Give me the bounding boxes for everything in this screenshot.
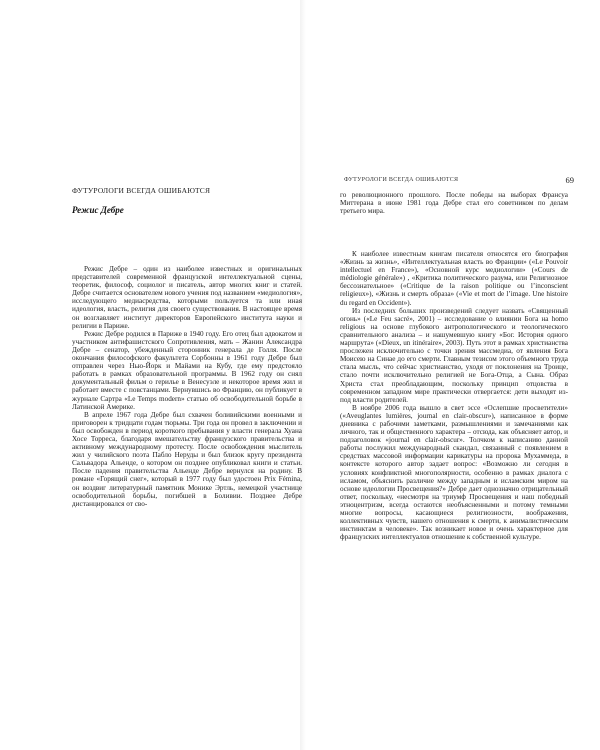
left-paragraph-1: Режис Дебре – один из наиболее известных и оригинальных представителей современной французской интеллектуальной сцены, теоретик, философ, социолог и писатель, автор многих книг и статей. Дебре считается основателем нового учения под названием «медиология», исследующего медиасредства, которыми пользуется та или иная идеология, власть, религия для своего существования. В настоящее время он возглавляет институт директоров Европейского института науки и религии в Париже. xyxy=(72,265,302,330)
left-text-column xyxy=(72,265,302,508)
left-paragraph-2: Режис Дебре родился в Париже в 1940 году. Его отец был адвокатом и участником антифашистского Сопротивления, мать – Жанин Александра Дебре – сенатор, убежденный сторонник генерала де Голля. После окончания философского факультета Сорбонны в 1961 году Дебре был отправлен через Нью-Йорк и Майами на Кубу, где ему предстояло работать в рамках образовательной программы. В 1962 году он снял документальный фильм о герилье в Венесуэле и некоторое время жил и работает вместе с повстанцами. Вернувшись во Францию, он публикует в журнале Сартра «Le Temps modern» статью об освободительной борьбе в Латинской Америке. xyxy=(72,329,302,411)
left-running-head: ФУТУРОЛОГИ ВСЕГДА ОШИБАЮТСЯ xyxy=(72,186,211,195)
right-paragraph-3: В ноябре 2006 года вышло в свет эссе «Ослепшие просветители» («Aveuglantes lumières, journal en clair-obscur»), написанное в форме дневника с рабочими заметками, размышлениями и замечаниями как личного, так и общественного характера – отсюда, как объясняет автор, и подзаголовок «journal en clair-obscur». Толчком к написанию данной работы послужил международный скандал, связанный с появлением в средствах массовой информации карикатуры на пророка Мухаммеда, в контексте которого автор задает вопрос: «Возможно ли сегодня в условиях конфликтной многополярности, особенно в рамках диалога с исламом, объяснить различие между западным и исламским миром на основе идеологии Просвещения?» Дебре дает однозначно отрицательный ответ, поскольку, «несмотря на триумф Просвещения и наш победный этноцентризм, всегда остаются необъясненными и потому темными многие вопросы, касающиеся религиозности, воображения, коллективных чувств, нашего отношения к смерти, к анималистическим инстинктам в человеке». Так возникает новое и очень характерное для французских интеллектуалов отношение к собственной культуре. xyxy=(340,403,568,542)
right-paragraph-2: Из последних больших произведений следует назвать «Священный огонь» («Le Feu sacré», 2001) – исследование о влиянии Бога на homo religious на основе глубокого антропологического и теологического сравнительного анализа – и нашумевшую книгу «Бог. История одного маршрута» («Dieux, un itinéraire», 2003). Путь этот в рамках христианства прослежен исключительно с точки зрения массмедиа, от явления Бога Моисею на Синае до его смерти. Главным тезисом этого объемного труда стала мысль, что сейчас христианство, уходя от поклонения на Троице, стало почти исключительно религией не Бога-Отца, а Сына. Образ Христа стал преобладающим, поскольку принцип отцовства в современном западном мире практически отвергается: дети выходят из-под власти родителей. xyxy=(340,306,568,404)
left-paragraph-3: В апреле 1967 года Дебре был схвачен боливийскими военными и приговорен к тридцати годам тюрьмы. Три года он провел в заключении и был освобожден в период короткого пребывания у власти генерала Хуана Хосе Торреса, благодаря вмешательству французского правительства и активному международному протесту. После освобождения мыслитель жил у чилийского поэта Пабло Неруды и был близок кругу президента Сальвадора Альенде, о котором он позднее опубликовал книги и статьи. После падения правительства Альенде Дебре вернулся на родину. В романе «Горящий снег», который в 1977 году был удостоен Prix Fémina, он воздвиг литературный памятник Монике Эртль, немецкой участнице освободительной борьбы, погибшей в Боливии. Позднее Дебре дистанцировался от сво- xyxy=(72,410,302,508)
right-intro-lines: го революционного прошлого. После победы на выборах Франсуа Миттерана в июне 1981 года Дебре стал его советником по делам третьего мира. xyxy=(340,191,568,216)
author-heading: Режис Дебре xyxy=(72,205,124,215)
right-page-header xyxy=(344,175,574,189)
right-paragraph-1: К наиболее известным книгам писателя относятся его биография «Жизнь за жизнь», «Интеллектуальная власть во Франции» («Le Pouvoir intellectuel en France»), «Основной курс медиологии» («Cours de médiologie générale») , «Критика политического разума, или Религиозное бессознательное» («Critique de la raison politique ou l’inconscient religieux»), «Жизнь и смерть образа» («Vie et mort de l’image. Une histoire du regard en Occident»). xyxy=(340,250,568,307)
page-number: 69 xyxy=(565,175,574,185)
right-text-column xyxy=(340,250,568,541)
right-running-head: ФУТУРОЛОГИ ВСЕГДА ОШИБАЮТСЯ xyxy=(344,177,459,183)
right-continuation-text xyxy=(340,191,568,215)
